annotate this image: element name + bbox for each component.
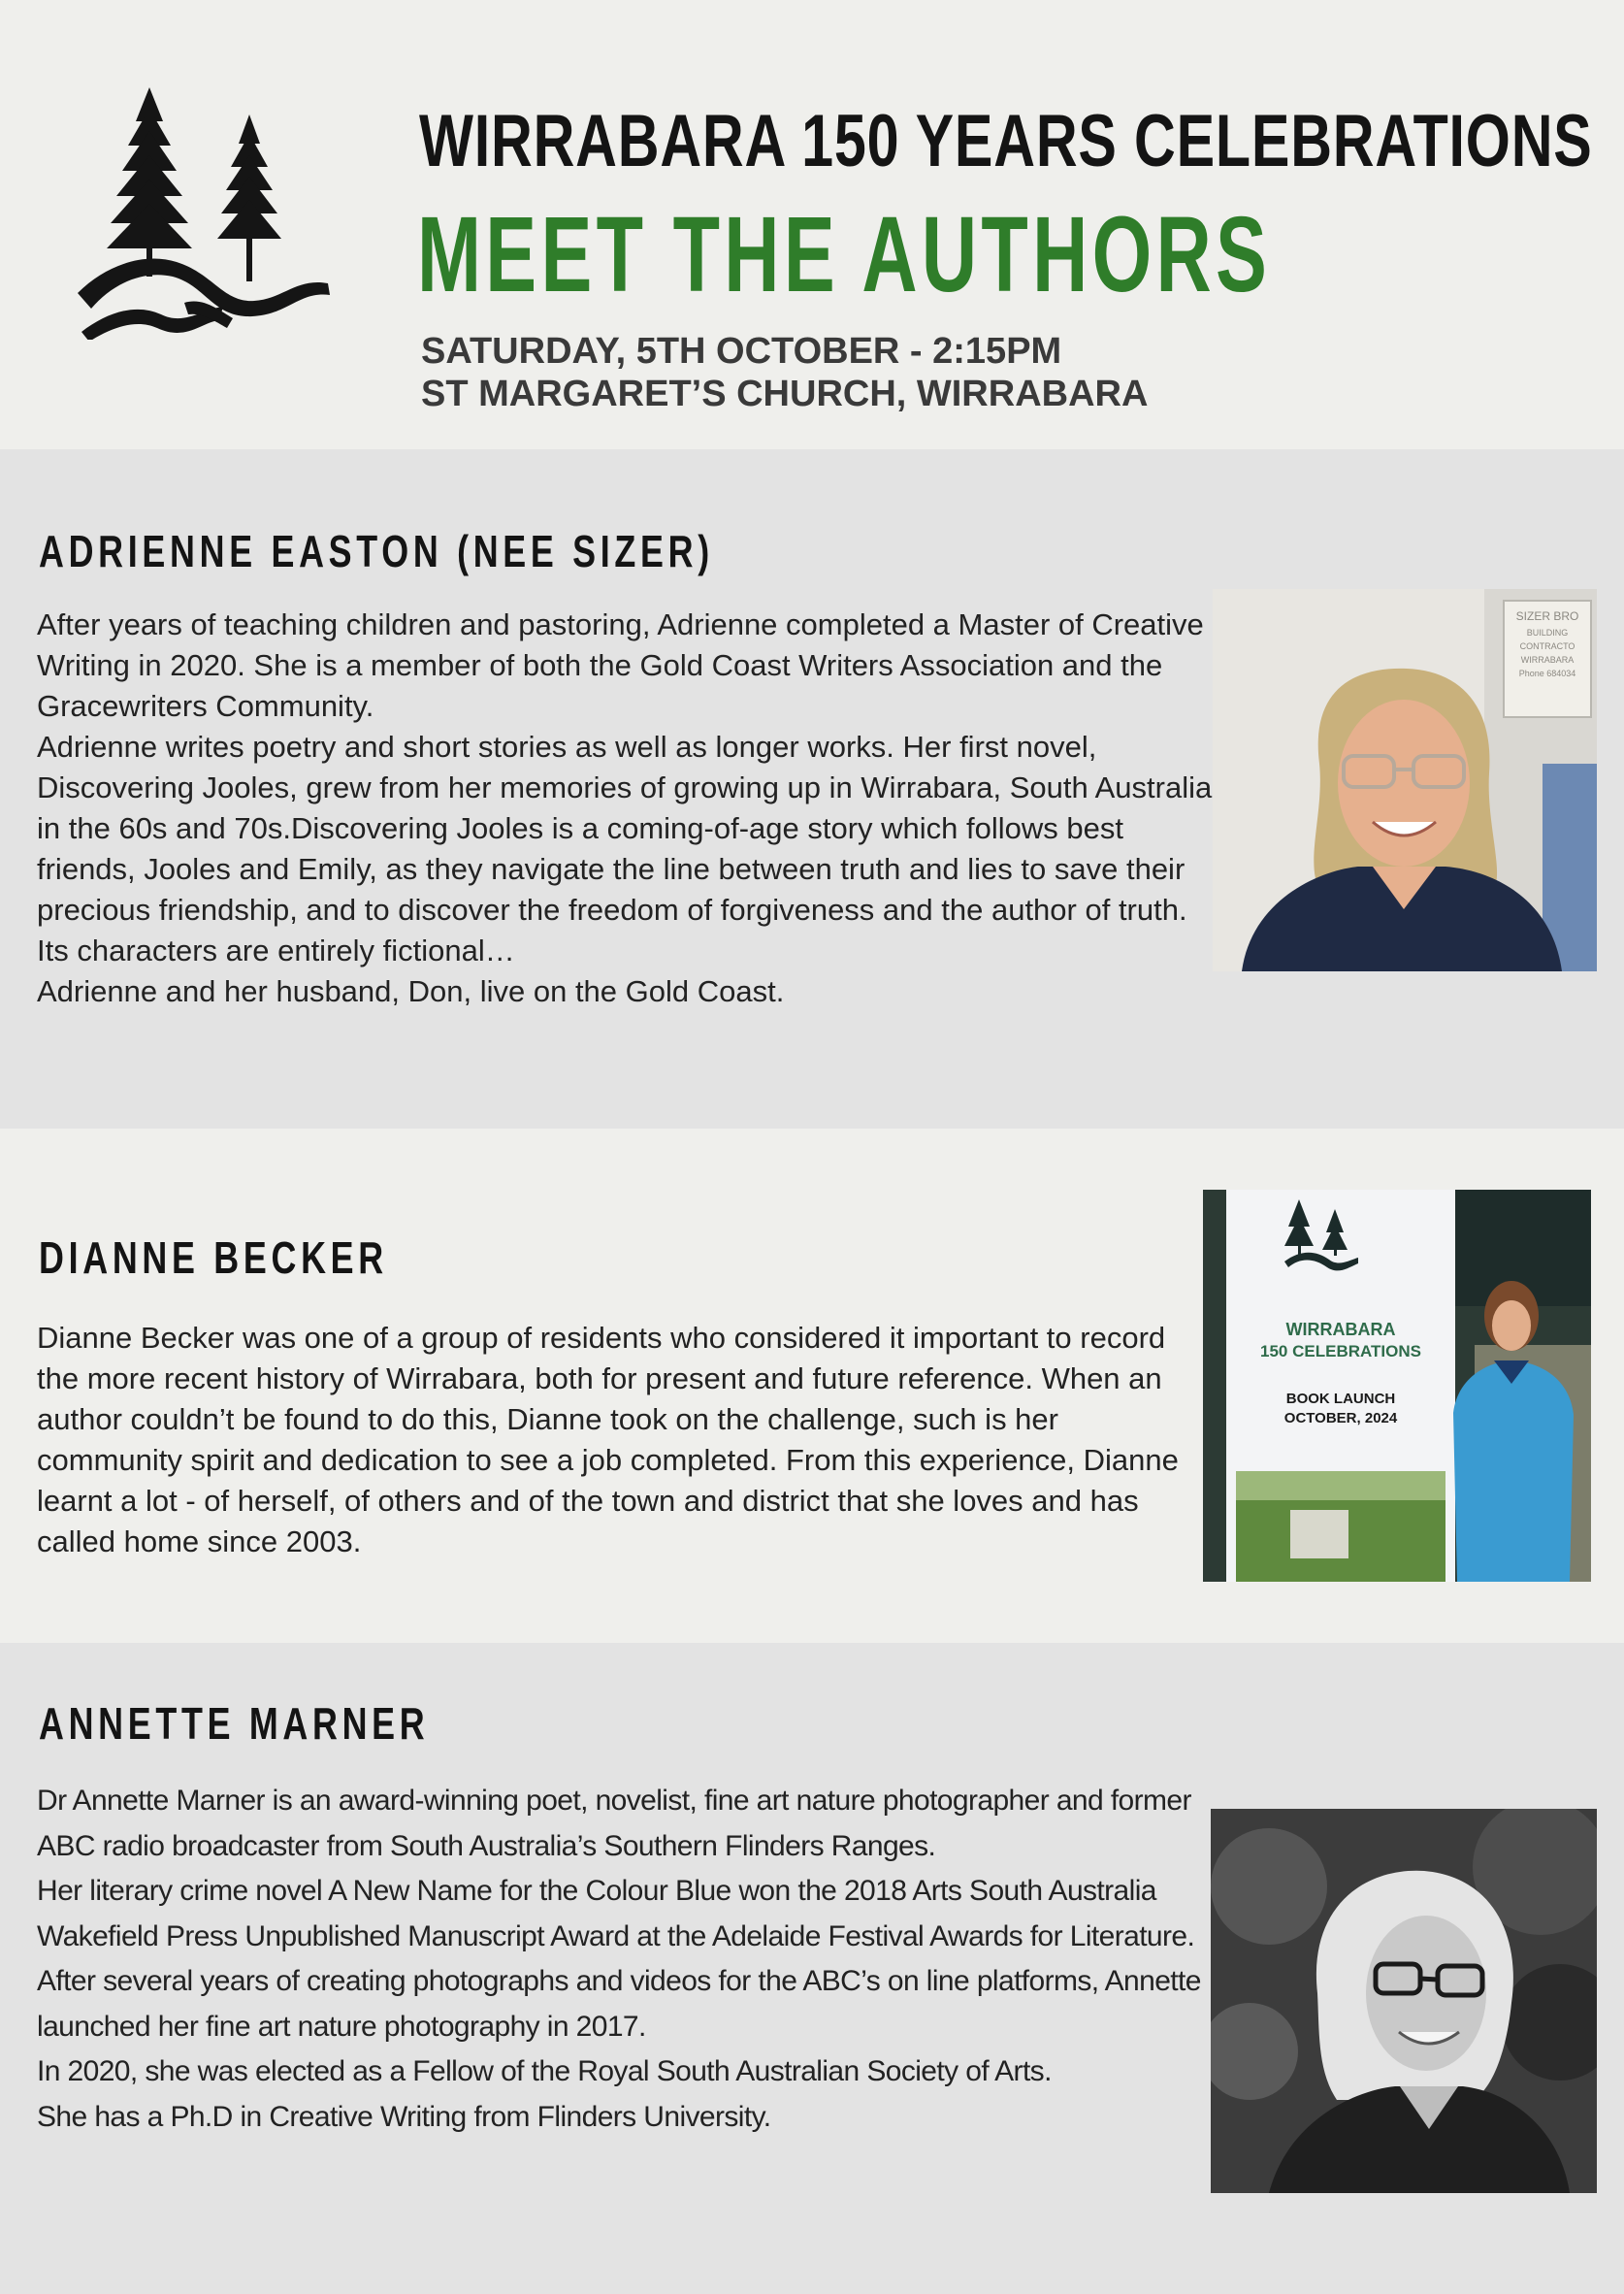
event-date-time: SATURDAY, 5TH OCTOBER - 2:15PM	[421, 331, 1062, 372]
author-section-annette	[0, 1643, 1624, 2294]
author-photo-adrienne	[1213, 589, 1597, 971]
author-name: ADRIENNE EASTON (NEE SIZER)	[39, 526, 714, 576]
event-title: WIRRABARA 150 YEARS CELEBRATIONS	[419, 100, 1593, 182]
bio-paragraph: Her literary crime novel A New Name for the Colour Blue won the 2018 Arts South Australia Wakefield Press Unpublished Manuscript Award at the Adelaide Festival Awards for Literature.	[37, 1875, 1195, 1952]
page-title: MEET THE AUTHORS	[417, 195, 1272, 314]
sign-text: CONTRACTO	[1519, 641, 1575, 651]
author-photo-dianne	[1203, 1190, 1591, 1582]
sign-text: WIRRABARA	[1520, 655, 1575, 665]
author-bio	[37, 605, 1220, 1012]
bio-paragraph: Dianne Becker was one of a group of residents who considered it important to record the more recent history of Wirrabara, both for present and future reference. When an author couldn’t be found to do this, Dianne took on the challenge, such is her community spirit and dedication to see a job completed. From this experience, Dianne learnt a lot - of herself, of others and of the town and district that she loves and has called home since 2003.	[37, 1321, 1179, 1558]
banner-text: BOOK LAUNCH	[1285, 1391, 1396, 1407]
bio-paragraph: After several years of creating photographs and videos for the ABC’s on line platforms, Annette launched her fine art nature photography in 2017.	[37, 1965, 1201, 2043]
banner-title: 150 CELEBRATIONS	[1260, 1342, 1421, 1360]
bio-paragraph: After years of teaching children and pastoring, Adrienne completed a Master of Creative Writing in 2020. She is a member of both the Gold Coast Writers Association and the Gracewriters Community.	[37, 607, 1204, 723]
event-details	[421, 330, 1148, 415]
banner-text: OCTOBER, 2024	[1283, 1410, 1398, 1426]
author-photo-annette	[1211, 1809, 1597, 2193]
banner-title: WIRRABARA	[1285, 1320, 1396, 1339]
bio-paragraph: In 2020, she was elected as a Fellow of the Royal South Australian Society of Arts.	[37, 2055, 1052, 2087]
author-section-dianne	[0, 1129, 1624, 1643]
event-venue: ST MARGARET’S CHURCH, WIRRABARA	[421, 374, 1149, 414]
bio-paragraph: Adrienne and her husband, Don, live on the Gold Coast.	[37, 974, 785, 1008]
author-bio	[37, 1779, 1201, 2140]
bio-paragraph: Dr Annette Marner is an award-winning poet, novelist, fine art nature photographer and former ABC radio broadcaster from South Australia’s Southern Flinders Ranges.	[37, 1785, 1191, 1862]
bio-paragraph: Adrienne writes poetry and short stories as well as longer works. Her first novel, Discovering Jooles, grew from her memories of growing up in Wirrabara, South Australia in the 60s and 70s.Discovering Jooles is a coming-of-age story which follows best friends, Jooles and Emily, as they navigate the line between truth and lies to save their precious friendship, and to discover the freedom of forgiveness and the author of truth. Its characters are entirely fictional…	[37, 730, 1213, 967]
author-section-adrienne	[0, 449, 1624, 1129]
bio-paragraph: She has a Ph.D in Creative Writing from Flinders University.	[37, 2100, 771, 2133]
author-name: DIANNE BECKER	[39, 1232, 388, 1283]
sign-text: BUILDING	[1526, 628, 1569, 638]
pine-trees-logo-icon	[68, 78, 340, 340]
sign-text: SIZER BRO	[1515, 609, 1579, 623]
header	[0, 0, 1624, 449]
sign-text: Phone 684034	[1518, 669, 1576, 678]
author-bio	[37, 1318, 1201, 1562]
author-name: ANNETTE MARNER	[39, 1698, 430, 1749]
